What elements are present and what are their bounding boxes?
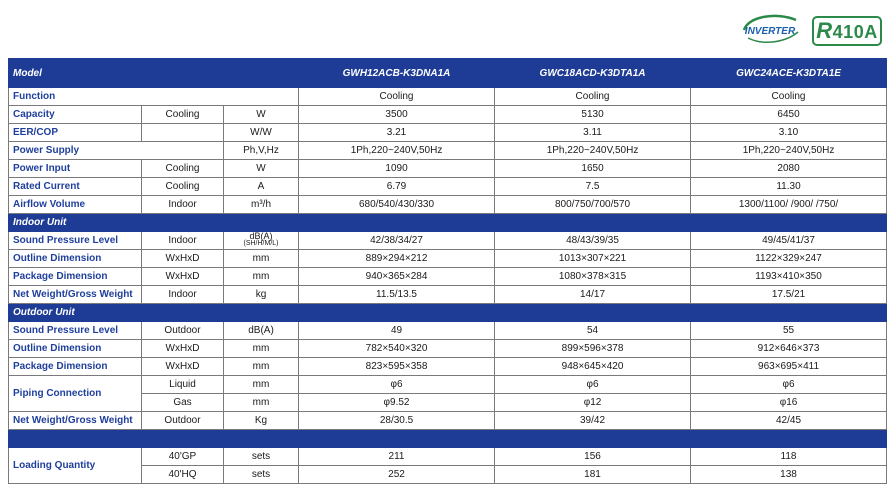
cell-value: 48/43/39/35 <box>495 232 691 250</box>
cell-value: 1122×329×247 <box>691 250 887 268</box>
r410a-logo-text: 410A <box>832 22 878 42</box>
unit-bottom: (SH/H/M/L) <box>243 240 279 248</box>
cell-value: 42/45 <box>691 412 887 430</box>
cell-value: 42/38/34/27 <box>299 232 495 250</box>
section-header-outdoor <box>9 304 887 322</box>
row-unit: W <box>224 160 299 178</box>
row-condition: WxHxD <box>142 358 224 376</box>
row-unit: W/W <box>224 124 299 142</box>
row-condition: WxHxD <box>142 268 224 286</box>
cell-value: 138 <box>691 466 887 484</box>
row-unit: mm <box>224 376 299 394</box>
row-unit: mm <box>224 358 299 376</box>
cell-value: 823×595×358 <box>299 358 495 376</box>
row-condition: Gas <box>142 394 224 412</box>
row-label: Power Input <box>9 160 142 178</box>
row-label: Net Weight/Gross Weight <box>9 412 142 430</box>
cell-value: Cooling <box>495 88 691 106</box>
cell-value: φ9.52 <box>299 394 495 412</box>
cell-value: 211 <box>299 448 495 466</box>
cell-value: 889×294×212 <box>299 250 495 268</box>
model-name: GWC18ACD-K3DTA1A <box>495 59 691 88</box>
table-row <box>9 178 887 196</box>
cell-value: 3.10 <box>691 124 887 142</box>
cell-value: 14/17 <box>495 286 691 304</box>
row-condition: Cooling <box>142 160 224 178</box>
cell-value: 3.21 <box>299 124 495 142</box>
row-condition: Cooling <box>142 178 224 196</box>
cell-value: 49/45/41/37 <box>691 232 887 250</box>
table-row <box>9 286 887 304</box>
row-condition: Indoor <box>142 286 224 304</box>
table-row <box>9 340 887 358</box>
cell-value: 118 <box>691 448 887 466</box>
cell-value: Cooling <box>691 88 887 106</box>
cell-value: 1Ph,220~240V,50Hz <box>299 142 495 160</box>
section-title: Outdoor Unit <box>9 304 887 322</box>
cell-value: 252 <box>299 466 495 484</box>
cell-value: 912×646×373 <box>691 340 887 358</box>
row-condition: 40'HQ <box>142 466 224 484</box>
row-unit: sets <box>224 466 299 484</box>
cell-value: 948×645×420 <box>495 358 691 376</box>
row-unit: mm <box>224 250 299 268</box>
cell-value: 39/42 <box>495 412 691 430</box>
cell-value: 1650 <box>495 160 691 178</box>
cell-value: 1013×307×221 <box>495 250 691 268</box>
cell-value: φ6 <box>691 376 887 394</box>
row-unit: mm <box>224 340 299 358</box>
row-label: Package Dimension <box>9 358 142 376</box>
row-condition: WxHxD <box>142 340 224 358</box>
row-label: Outline Dimension <box>9 250 142 268</box>
row-label: Loading Quantity <box>9 448 142 484</box>
row-unit: mm <box>224 268 299 286</box>
row-label: Rated Current <box>9 178 142 196</box>
cell-value: φ16 <box>691 394 887 412</box>
cell-value: 49 <box>299 322 495 340</box>
r410a-logo <box>812 16 882 46</box>
table-row <box>9 88 887 106</box>
cell-value: 181 <box>495 466 691 484</box>
cell-value: 1193×410×350 <box>691 268 887 286</box>
table-row <box>9 250 887 268</box>
cell-value: φ12 <box>495 394 691 412</box>
row-label: Piping Connection <box>9 376 142 412</box>
row-condition: Outdoor <box>142 322 224 340</box>
row-unit: W <box>224 106 299 124</box>
row-unit: kg <box>224 286 299 304</box>
table-row <box>9 232 887 250</box>
row-condition: Indoor <box>142 232 224 250</box>
table-row <box>9 142 887 160</box>
cell-value: 28/30.5 <box>299 412 495 430</box>
cell-value: Cooling <box>299 88 495 106</box>
row-condition: Indoor <box>142 196 224 214</box>
cell-value: 11.30 <box>691 178 887 196</box>
spec-table <box>8 58 887 484</box>
row-label: Sound Pressure Level <box>9 232 142 250</box>
cell-value: 3.11 <box>495 124 691 142</box>
row-label: Function <box>9 88 299 106</box>
cell-value: φ6 <box>495 376 691 394</box>
cell-value: 6.79 <box>299 178 495 196</box>
table-row <box>9 448 887 466</box>
row-unit: Ph,V,Hz <box>224 142 299 160</box>
section-spacer <box>9 430 887 448</box>
table-row <box>9 322 887 340</box>
cell-value: 6450 <box>691 106 887 124</box>
model-name: GWH12ACB-K3DNA1A <box>299 59 495 88</box>
section-title: Indoor Unit <box>9 214 887 232</box>
unit-top: dB(A) <box>249 231 273 242</box>
table-header-row <box>9 59 887 88</box>
row-condition: WxHxD <box>142 250 224 268</box>
row-condition <box>142 124 224 142</box>
cell-value: 7.5 <box>495 178 691 196</box>
cell-value: 2080 <box>691 160 887 178</box>
model-name: GWC24ACE-K3DTA1E <box>691 59 887 88</box>
row-unit: m³/h <box>224 196 299 214</box>
table-row <box>9 412 887 430</box>
r410a-logo-mark: R <box>816 18 833 43</box>
table-row <box>9 268 887 286</box>
row-unit: mm <box>224 394 299 412</box>
inverter-logo-text: INVERTER <box>744 26 796 37</box>
row-label: Net Weight/Gross Weight <box>9 286 142 304</box>
row-unit: sets <box>224 448 299 466</box>
cell-value: 11.5/13.5 <box>299 286 495 304</box>
cell-value: 940×365×284 <box>299 268 495 286</box>
row-unit: Kg <box>224 412 299 430</box>
table-row <box>9 376 887 394</box>
cell-value: 1Ph,220~240V,50Hz <box>691 142 887 160</box>
row-label: Airflow Volume <box>9 196 142 214</box>
row-condition: 40'GP <box>142 448 224 466</box>
row-label: Package Dimension <box>9 268 142 286</box>
row-label: Outline Dimension <box>9 340 142 358</box>
row-unit: A <box>224 178 299 196</box>
cell-value: 17.5/21 <box>691 286 887 304</box>
section-header-indoor <box>9 214 887 232</box>
logo-area <box>734 8 884 48</box>
row-condition: Outdoor <box>142 412 224 430</box>
cell-value: 782×540×320 <box>299 340 495 358</box>
cell-value: 680/540/430/330 <box>299 196 495 214</box>
row-label: Power Supply <box>9 142 224 160</box>
row-condition: Cooling <box>142 106 224 124</box>
cell-value: 3500 <box>299 106 495 124</box>
cell-value: 1080×378×315 <box>495 268 691 286</box>
row-unit: dB(A) <box>224 322 299 340</box>
spacer-cell <box>9 430 887 448</box>
table-row <box>9 106 887 124</box>
cell-value: 1300/1100/ /900/ /750/ <box>691 196 887 214</box>
cell-value: 54 <box>495 322 691 340</box>
inverter-logo-icon <box>738 12 802 46</box>
row-unit <box>224 232 299 250</box>
cell-value: 5130 <box>495 106 691 124</box>
row-condition: Liquid <box>142 376 224 394</box>
row-label: Sound Pressure Level <box>9 322 142 340</box>
cell-value: 899×596×378 <box>495 340 691 358</box>
table-row <box>9 196 887 214</box>
cell-value: 963×695×411 <box>691 358 887 376</box>
cell-value: 55 <box>691 322 887 340</box>
cell-value: 1090 <box>299 160 495 178</box>
table-row <box>9 358 887 376</box>
cell-value: φ6 <box>299 376 495 394</box>
cell-value: 800/750/700/570 <box>495 196 691 214</box>
cell-value: 156 <box>495 448 691 466</box>
model-header: Model <box>9 59 299 88</box>
table-row <box>9 160 887 178</box>
row-label: Capacity <box>9 106 142 124</box>
row-label: EER/COP <box>9 124 142 142</box>
cell-value: 1Ph,220~240V,50Hz <box>495 142 691 160</box>
table-row <box>9 124 887 142</box>
